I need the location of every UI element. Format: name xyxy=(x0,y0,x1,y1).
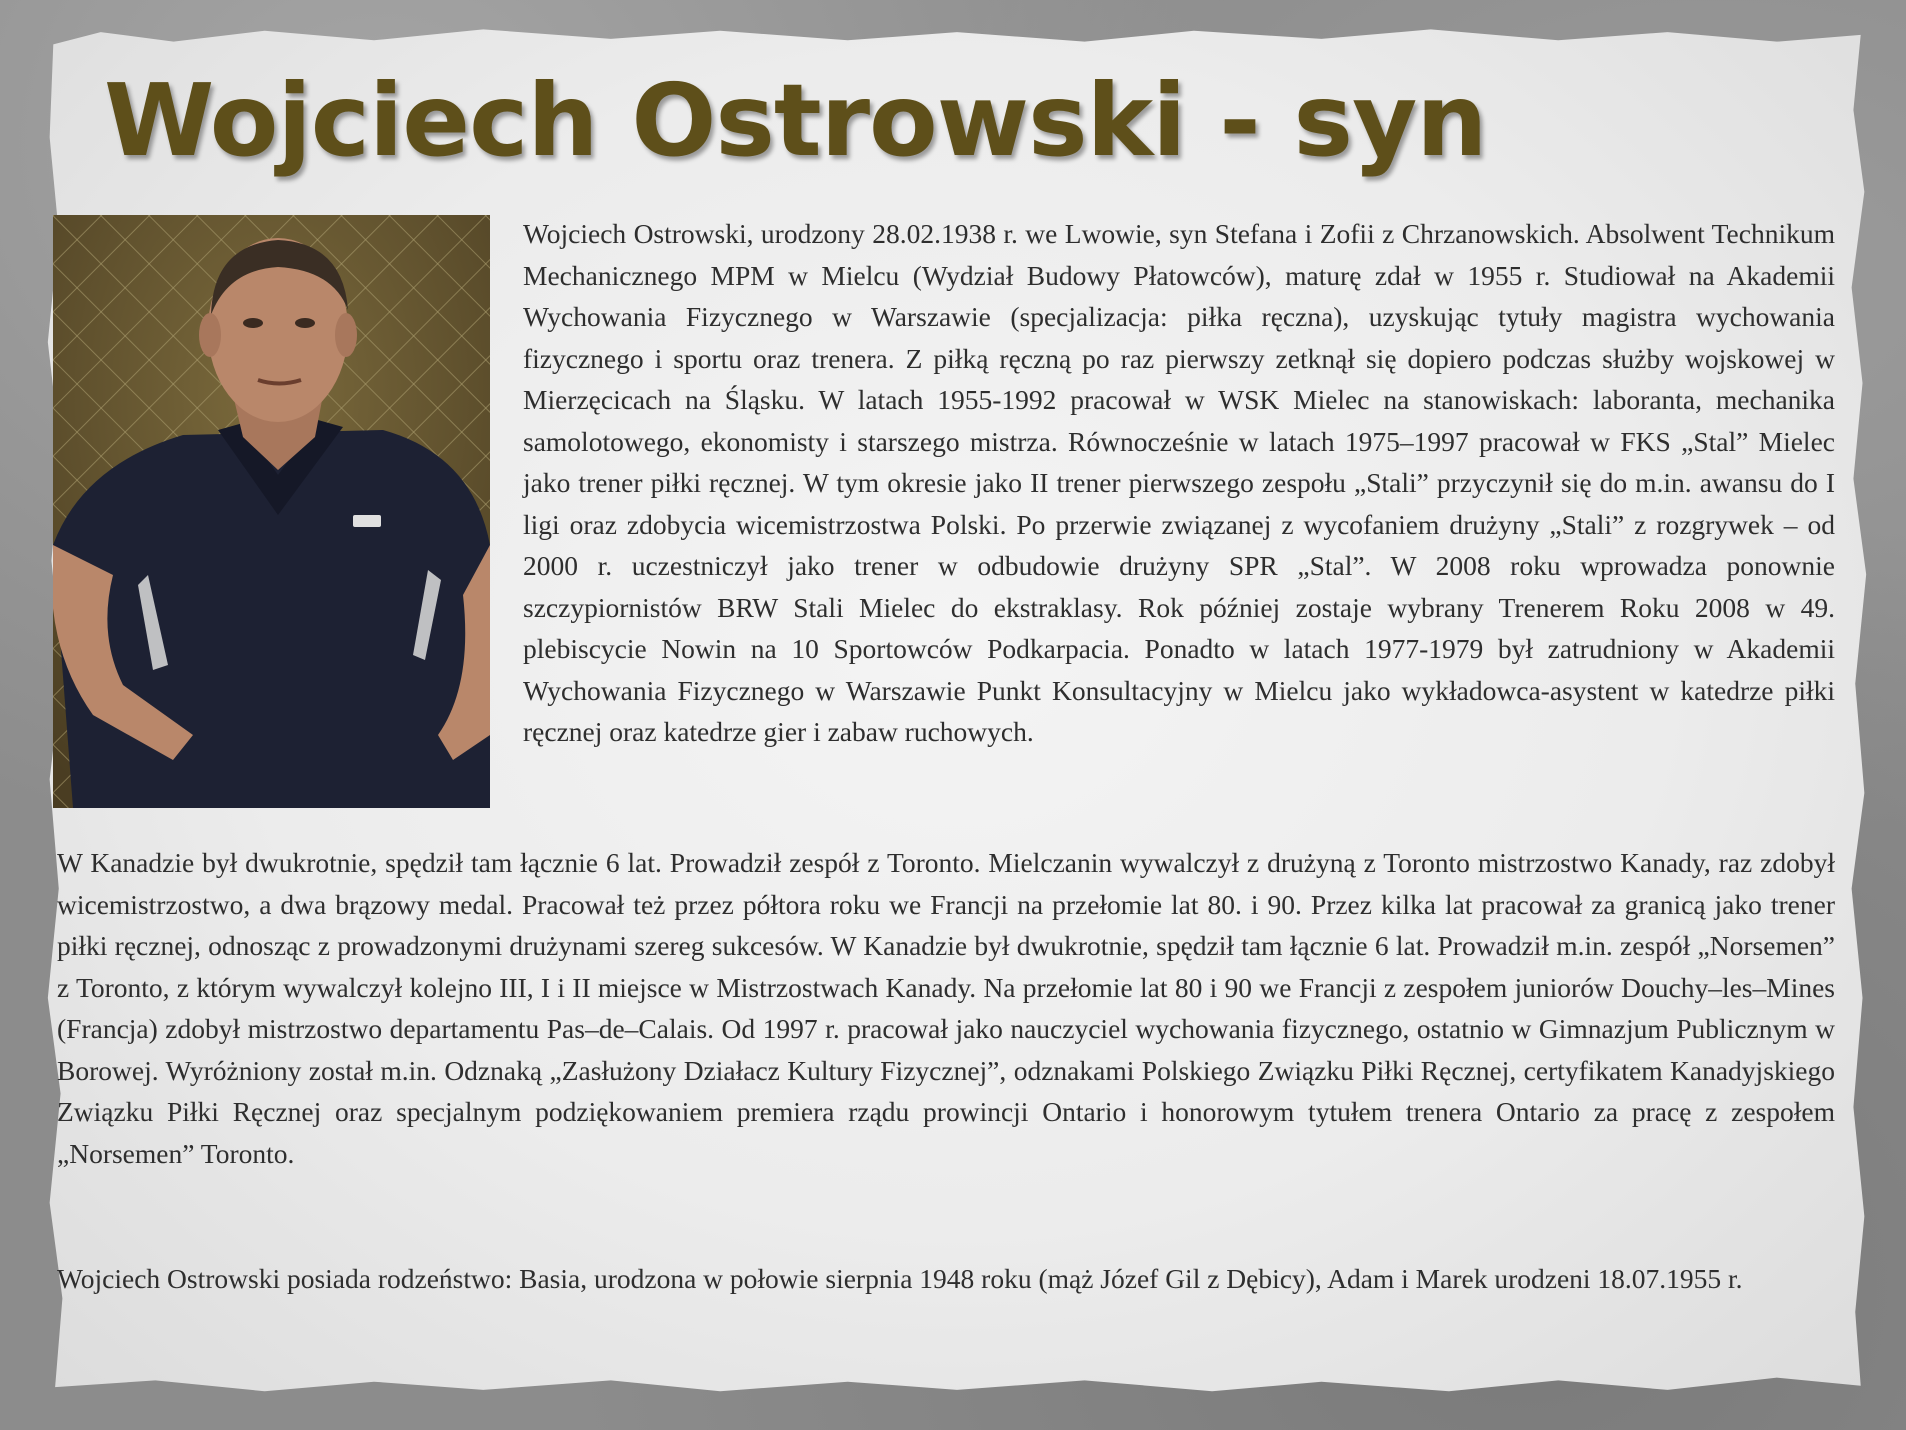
biography-paragraph-1: Wojciech Ostrowski, urodzony 28.02.1938 r. we Lwowie, syn Stefana i Zofii z Chrzanowskich. Absolwent Technikum Mechanicznego MPM w Mielcu (Wydział Budowy Płatowców), maturę zdał w 1955 r. Studiował na Akademii Wychowania Fizycznego w Warszawie (specjalizacja: piłka ręczna), uzyskując tytuły magistra wychowania fizycznego i sportu oraz trenera. Z piłką ręczną po raz pierwszy zetknął się dopiero podczas służby wojskowej w Mierzęcicach na Śląsku. W latach 1955-1992 pracował w WSK Mielec na stanowiskach: laboranta, mechanika samolotowego, ekonomisty i starszego mistrza. Równocześnie w latach 1975–1997 pracował w FKS „Stal” Mielec jako trener piłki ręcznej. W tym okresie jako II trener pierwszego zespołu „Stali” przyczynił się do m.in. awansu do I ligi oraz zdobycia wicemistrzostwa Polski. Po przerwie związanej z wycofaniem drużyny „Stali” z rozgrywek – od 2000 r. uczestniczył jako trener w odbudowie drużyny SPR „Stal”. W 2008 roku wprowadza ponownie szczypiornistów BRW Stali Mielec do ekstraklasy. Rok później zostaje wybrany Trenerem Roku 2008 w 49. plebiscycie Nowin na 10 Sportowców Podkarpacia. Ponadto w latach 1977-1979 był zatrudniony w Akademii Wychowania Fizycznego w Warszawie Punkt Konsultacyjny w Mielcu jako wykładowca-asystent w katedrze piłki ręcznej oraz katedrze gier i zabaw ruchowych. xyxy=(523,218,1835,747)
portrait-photo-icon xyxy=(53,215,490,808)
biography-paragraph-2: W Kanadzie był dwukrotnie, spędził tam łącznie 6 lat. Prowadził zespół z Toronto. Mielczanin wywalczył z drużyną z Toronto mistrzostwo Kanady, raz zdobył wicemistrzostwo, a dwa brązowy medal. Pracował też przez półtora roku we Francji na przełomie lat 80. i 90. Przez kilka lat pracował za granicą jako trener piłki ręcznej, odnosząc z prowadzonymi drużynami szereg sukcesów. W Kanadzie był dwukrotnie, spędził tam łącznie 6 lat. Prowadził m.in. zespół „Norsemen” z Toronto, z którym wywalczył kolejno III, I i II miejsce w Mistrzostwach Kanady. Na przełomie lat 80 i 90 we Francji z zespołem juniorów Douchy–les–Mines (Francja) zdobył mistrzostwo departamentu Pas–de–Calais. Od 1997 r. pracował jako nauczyciel wychowania fizycznego, ostatnio w Gimnazjum Publicznym w Borowej. Wyróżniony został m.in. Odznaką „Zasłużony Działacz Kultury Fizycznej”, odznakami Polskiego Związku Piłki Ręcznej, certyfikatem Kanadyjskiego Związku Piłki Ręcznej oraz specjalnym podziękowaniem premiera rządu prowincji Ontario i honorowym tytułem trenera Ontario za pracę z zespołem „Norsemen” Toronto. xyxy=(57,847,1835,1169)
biography-paragraph-3: Wojciech Ostrowski posiada rodzeństwo: Basia, urodzona w połowie sierpnia 1948 roku (mąż Józef Gil z Dębicy), Adam i Marek urodzeni 18.07.1955 r. xyxy=(57,1263,1743,1294)
portrait-photo xyxy=(53,215,490,808)
slide-title: Wojciech Ostrowski - syn xyxy=(104,62,1487,179)
